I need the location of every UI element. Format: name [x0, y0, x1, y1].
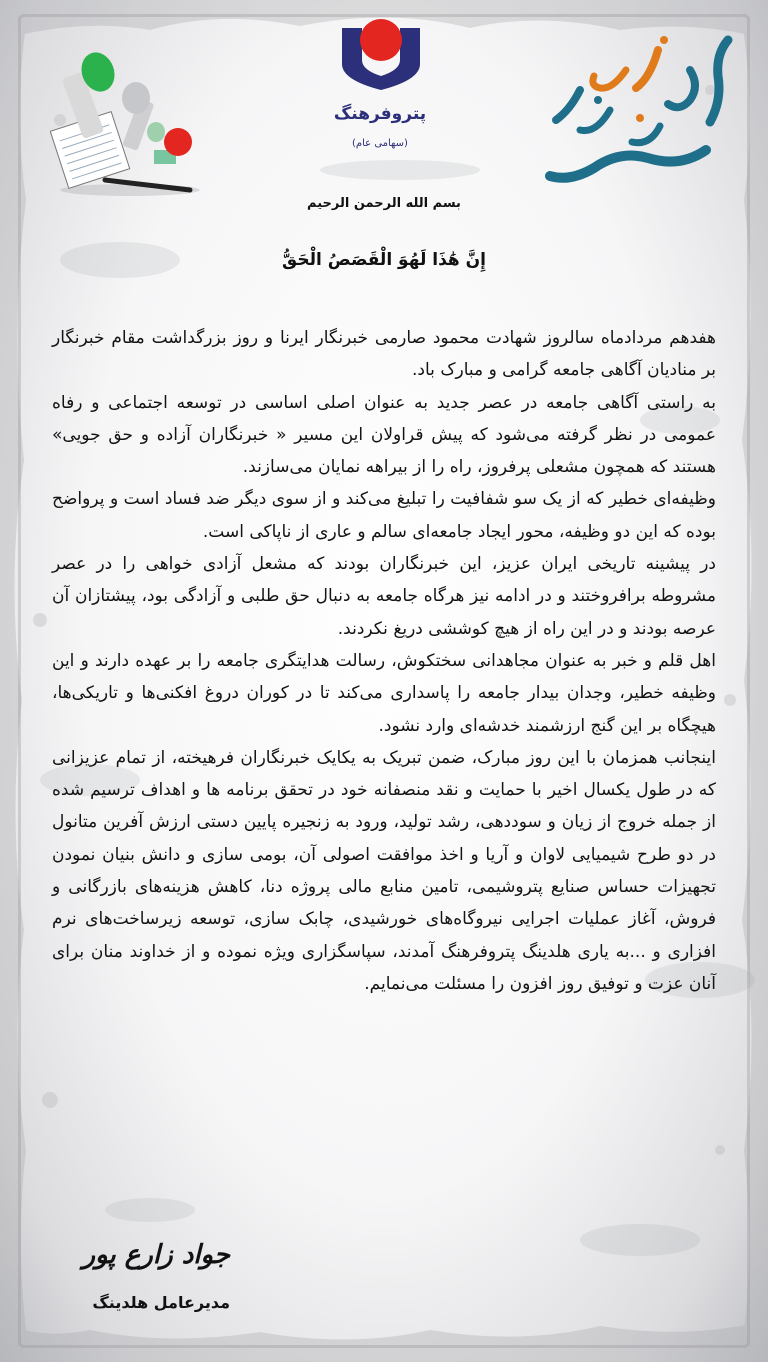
basmala: بسم الله الرحمن الرحيم	[307, 196, 461, 211]
brand-name: پتروفرهنگ	[333, 104, 427, 124]
paragraph: وظیفه‌ای خطیر که از یک سو شفافیت را تبلیغ می‌کند و از سوی دیگر ضد فساد است و پرواضح بوده که این دو وظیفه، محور ایجاد جامعه‌ای سالم و عاری از ناپاکی است.	[52, 489, 716, 542]
signature-name: جواد زارع پور	[82, 1240, 230, 1270]
letter-body	[52, 322, 716, 1000]
petrofarhang-logo	[338, 18, 424, 92]
paragraph: در پیشینه تاریخی ایران عزیز، این خبرنگاران بودند که مشعل آزادی خواهی را در عصر مشروطه برافروختند و در ادامه نیز هرگاه جامعه به دنبال حق طلبی و آزادگی بود، پیشتازان آن عرصه بودند و در این راه از هیچ کوششی دریغ نکردند.	[52, 554, 716, 639]
brand-subtitle: (سهامی عام)	[352, 138, 408, 149]
paragraph: به راستی آگاهی جامعه در عصر جدید به عنوان اصلی اساسی در توسعه اجتماعی و رفاه عمومی در نظر گرفته می‌شود که پیش قراولان این مسیر « خبرنگاران آزاده و حق جویی» هستند که همچون مشعلی پرفروز، راه را از بیراهه نمایان می‌سازند.	[52, 392, 716, 478]
signature-title: مدیرعامل هلدینگ	[92, 1293, 230, 1312]
journalist-day-calligraphy	[540, 30, 740, 200]
quran-verse: إِنَّ هَٰذَا لَهُوَ الْقَصَصُ الْحَقُّ	[282, 250, 486, 270]
paragraph: هفدهم مردادماه سالروز شهادت محمود صارمی خبرنگار ایرنا و روز بزرگداشت مقام خبرنگار بر منادیان آگاهی جامعه گرامی و مبارک باد.	[52, 328, 716, 381]
microphones-illustration	[50, 40, 210, 200]
paragraph: اهل قلم و خبر به عنوان مجاهدانی سختکوش، رسالت هدایتگری جامعه را بر عهده دارند و این وظیفه خطیر، وجدان بیدار جامعه را پاسداری می‌کند تا در کوران دروغ افکنی‌ها و تاریکی‌ها، هیچگاه بر این گنج ارزشمند خدشه‌ای وارد نشود.	[52, 650, 716, 736]
paragraph: اینجانب همزمان با این روز مبارک، ضمن تبریک به یکایک خبرنگاران فرهیخته، از تمام عزیزانی که در طول یکسال اخیر با حمایت و نقد منصفانه خود در تحقق برنامه ها و اهداف ترسیم شده از جمله خروج از زیان و سوددهی، رشد تولید، ورود به زنجیره پایین دستی ارزش آفرین متانول در دو طرح شیمیایی لاوان و آریا و اخذ موافقت اصولی آن، بومی سازی و دانش بنیان نمودن تجهیزات حساس صنایع پتروشیمی، تامین منابع مالی پروژه دنا، کاهش هزینه‌های بازرگانی و فروش، آغاز عملیات اجرایی نیروگاه‌های خورشیدی، چابک سازی، توسعه زیرساخت‌های نرم افزاری و ...به یاری هلدینگ پتروفرهنگ آمدند، سپاسگزاری ویژه نموده و از خداوند منان برای آنان عزت و توفیق روز افزون را مسئلت می‌نمایم.	[52, 747, 716, 994]
